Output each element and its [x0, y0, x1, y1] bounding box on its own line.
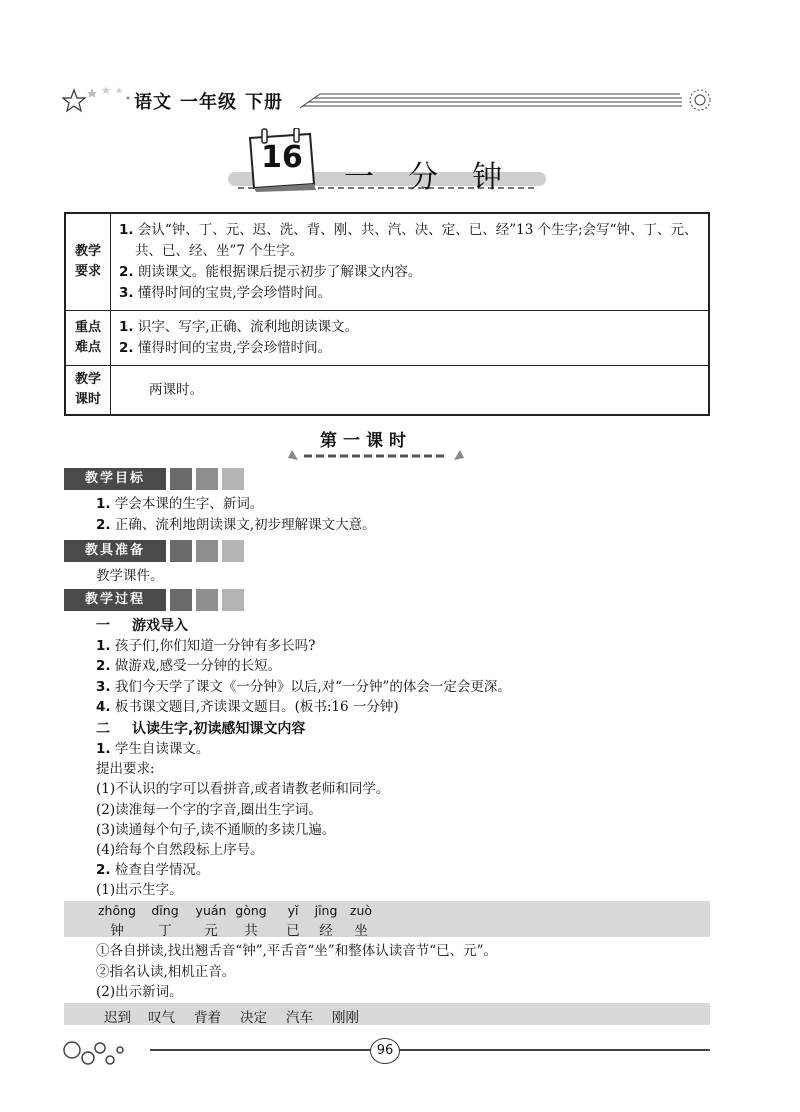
header-title	[134, 88, 291, 114]
list-item: (1)不认识的字可以看拼音,或者请教老师和同学。	[96, 781, 390, 797]
lesson-number: 16	[261, 140, 303, 175]
list-item: 4. 板书课文题目,齐读课文题目。(板书:16 一分钟)	[96, 699, 399, 715]
requirements-intro: 提出要求:	[96, 761, 155, 777]
row-label: 教学 课时	[65, 366, 111, 416]
list-item: 1. 孩子们,你们知道一分钟有多长吗?	[96, 638, 316, 654]
character-label: 元	[204, 923, 218, 939]
list-item: 1. 学生自读课文。	[96, 741, 210, 757]
star-decoration-icon	[62, 84, 132, 116]
page-number: 96	[370, 1038, 400, 1064]
word-item: 刚刚	[332, 1010, 359, 1026]
pinyin-label: zuò	[349, 903, 373, 918]
header-rule-decoration	[300, 86, 720, 114]
pinyin-label: gòng	[235, 903, 267, 918]
character-label: 钟	[110, 923, 124, 939]
word-item: 决定	[240, 1010, 267, 1026]
character-label: 丁	[158, 923, 172, 939]
word-item: 背着	[194, 1010, 221, 1026]
process-label: 教学过程	[64, 589, 260, 611]
grade-label: 一年级	[180, 92, 237, 113]
list-item: 2. 检查自学情况。	[96, 862, 210, 878]
row-content: 两课时。	[111, 366, 710, 416]
word-item: 汽车	[286, 1010, 313, 1026]
subject-label: 语文	[134, 92, 172, 113]
row-label: 教学 要求	[65, 213, 111, 311]
circles-decoration-icon	[62, 1036, 132, 1070]
list-item: 3. 懂得时间的宝贵,学会珍惜时间。	[119, 285, 332, 301]
table-row	[65, 366, 709, 416]
volume-label: 下册	[245, 92, 283, 113]
character-label: 共	[244, 923, 258, 939]
sub-step: (2)出示新词。	[96, 984, 183, 1000]
word-item: 迟到	[104, 1010, 131, 1026]
word-item: 叹气	[148, 1010, 175, 1026]
materials-label: 教具准备	[64, 540, 260, 562]
pinyin-label: dīng	[151, 903, 179, 918]
pinyin-label: yuán	[195, 903, 227, 918]
objectives-label: 教学目标	[64, 468, 260, 490]
character-label: 坐	[354, 923, 368, 939]
row-label: 重点 难点	[65, 311, 111, 366]
part1-heading: 一 游戏导入	[96, 618, 188, 634]
list-item: (2)读准每一个字的字音,圈出生字词。	[96, 802, 322, 818]
pinyin-label: jīng	[314, 903, 338, 918]
list-item: 2. 朗读课文。能根据课后提示初步了解课文内容。	[119, 264, 422, 280]
character-label: 经	[319, 923, 333, 939]
sub-step: (1)出示生字。	[96, 882, 183, 898]
materials-text: 教学课件。	[96, 568, 164, 584]
list-item: 1. 会认“钟、丁、元、迟、洗、背、刚、共、汽、决、定、已、经”13 个生字;会写“钟、丁、元、共、已、经、坐”7 个生字。	[119, 222, 698, 259]
list-item: 2. 做游戏,感受一分钟的长短。	[96, 658, 282, 674]
footer-rule	[150, 1049, 710, 1051]
character-label: 已	[286, 923, 300, 939]
pinyin-label: zhōng	[98, 903, 136, 918]
row-content	[111, 311, 710, 366]
table-row	[65, 311, 709, 366]
list-item: 3. 我们今天学了课文《一分钟》以后,对“一分钟”的体会一定会更深。	[96, 679, 511, 695]
list-item: 1. 学会本课的生字、新词。	[96, 496, 264, 512]
pinyin-label: yǐ	[287, 903, 299, 918]
list-item: 1. 识字、写字,正确、流利地朗读课文。	[119, 319, 359, 335]
list-item: (4)给每个自然段标上序号。	[96, 842, 264, 858]
list-item: (3)读通每个句子,读不通顺的多读几遍。	[96, 822, 336, 838]
section-title-decoration	[288, 446, 464, 466]
row-content	[111, 213, 710, 311]
section-title: 第一课时	[320, 431, 412, 451]
note-item: ①各自拼读,找出翘舌音“钟”,平舌音“坐”和整体认读音节“已、元”。	[96, 943, 497, 959]
list-item: 2. 懂得时间的宝贵,学会珍惜时间。	[119, 340, 332, 356]
requirements-table	[64, 212, 710, 416]
table-row	[65, 213, 709, 311]
list-item: 2. 正确、流利地朗读课文,初步理解课文大意。	[96, 517, 376, 533]
note-item: ②指名认读,相机正音。	[96, 964, 236, 980]
part2-heading: 二 认读生字,初读感知课文内容	[96, 721, 306, 737]
lesson-title: 一分钟	[344, 160, 536, 195]
